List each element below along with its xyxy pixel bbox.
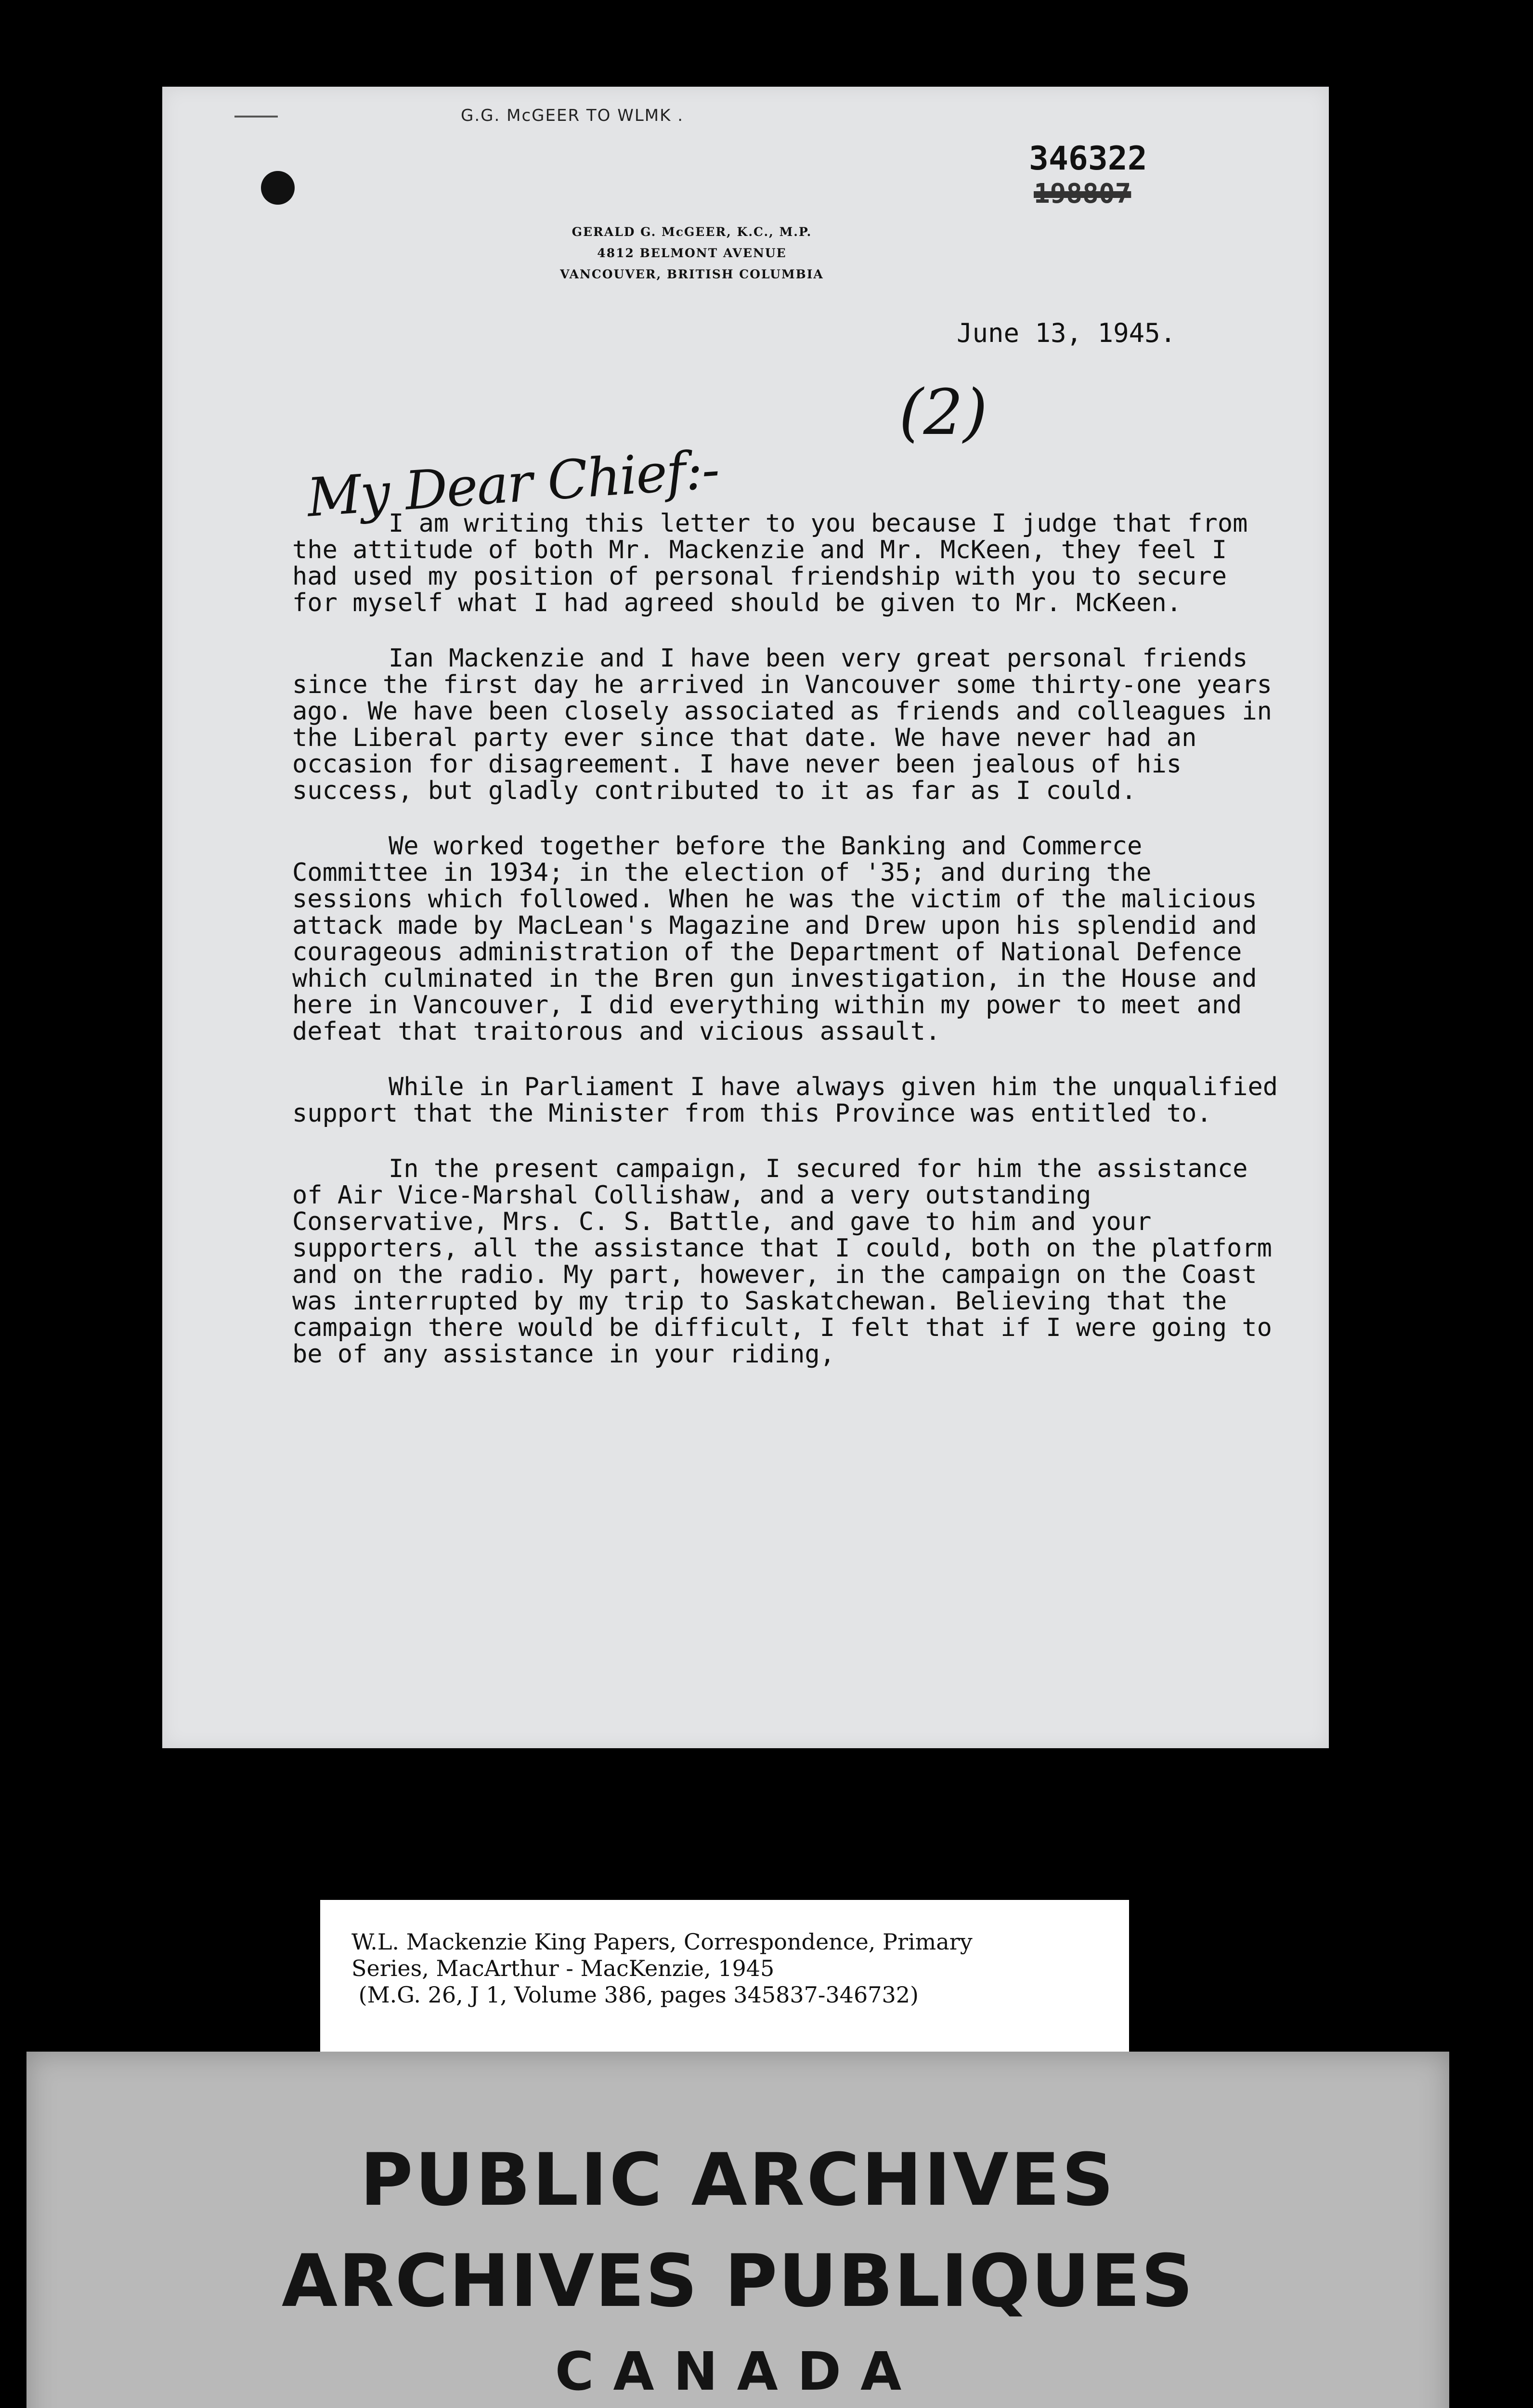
pencil-mark (234, 116, 278, 118)
letterhead-name: GERALD G. McGEER, K.C., M.P. (572, 225, 812, 239)
letterhead-city: VANCOUVER, BRITISH COLUMBIA (560, 267, 824, 281)
struck-file-number: 198807 (1034, 178, 1131, 209)
banner-line-french: ARCHIVES PUBLIQUES (281, 2239, 1195, 2323)
file-number: 346322 (1029, 140, 1147, 178)
paragraph: We worked together before the Banking and Commerce Committee in 1934; in the election of '35; and during the sessions which followed. When he was the victim of the malicious attack made by MacLean's Magazine and Drew upon his splendid and courageous administration of the Department of National Defence which culminated in the Bren gun investigation, in the House and here in Vancouver, I did everything within my power to meet and defeat that traitorous and vicious assault. (292, 832, 1257, 1046)
page-number: (2) (899, 376, 988, 449)
banner-line-country: CANADA (555, 2341, 921, 2402)
letter-date: June 13, 1945. (957, 318, 1176, 348)
paragraph: Ian Mackenzie and I have been very great personal friends since the first day he arrived in Vancouver some thirty-one years ago. We have been closely associated as friends and colleagues in the Liberal party ever since that date. We have never had an occasion for disagreement. I have never been jealous of his success, but gladly contributed to it as far as I could. (292, 644, 1272, 805)
citation-line: W.L. Mackenzie King Papers, Correspondence, Primary (351, 1929, 973, 1955)
paragraph: I am writing this letter to you because I judge that from the attitude of both Mr. Mackenzie and Mr. McKeen, they feel I had used my position of personal friendship with you to secure for myself what I had agreed should be given to Mr. McKeen. (292, 509, 1248, 617)
letter-page (162, 87, 1329, 1748)
letter-body (292, 510, 1279, 1397)
citation-text (351, 1929, 973, 2008)
letterhead (499, 222, 884, 285)
punch-hole (261, 171, 295, 205)
paragraph: While in Parliament I have always given him the unqualified support that the Minister from this Province was entitled to. (292, 1073, 1278, 1128)
archives-banner (26, 2052, 1449, 2408)
paragraph: In the present campaign, I secured for him the assistance of Air Vice-Marshal Collishaw, and a very outstanding Conservative, Mrs. C. S. Battle, and gave to him and your supporters, all the assistance that I could, both on the platform and on the radio. My part, however, in the campaign on the Coast was interrupted by my trip to Saskatchewan. Believing that the campaign there would be difficult, I felt that if I were going to be of any assistance in your riding, (292, 1154, 1272, 1369)
citation-line: Series, MacArthur - MacKenzie, 1945 (351, 1955, 775, 1981)
letterhead-address: 4812 BELMONT AVENUE (597, 246, 787, 260)
citation-label (320, 1900, 1129, 2052)
citation-line: (M.G. 26, J 1, Volume 386, pages 345837-346732) (351, 1982, 919, 2008)
handwritten-annotation: G.G. McGEER TO WLMK . (461, 106, 684, 125)
banner-line-english: PUBLIC ARCHIVES (360, 2138, 1116, 2222)
salutation: My Dear Chief:- (305, 438, 721, 529)
